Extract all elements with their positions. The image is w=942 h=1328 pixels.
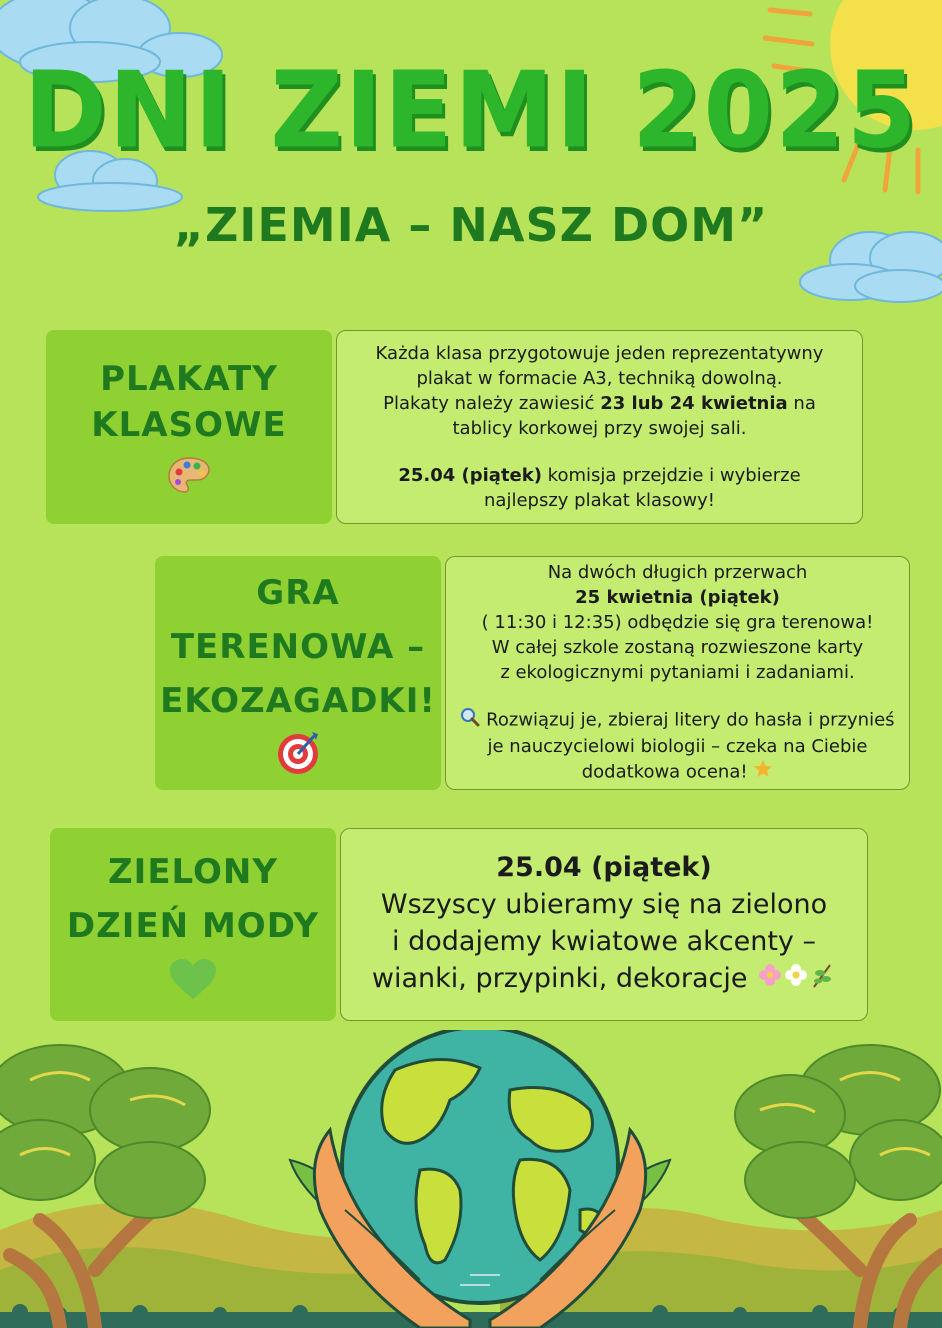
section-label-moda — [50, 828, 336, 1021]
section-label-line: GRA — [256, 573, 340, 613]
section-label-line: TERENOWA – — [170, 627, 426, 667]
info-line: ( 11:30 i 12:35) odbędzie się gra terenowa! — [481, 612, 874, 633]
section-label-line: PLAKATY — [100, 359, 278, 399]
info-line: je nauczycielowi biologii – czeka na Ciebie — [487, 736, 868, 757]
section-label-line: DZIEŃ MODY — [66, 905, 320, 946]
info-line: dodatkowa ocena! — [582, 759, 774, 786]
green-heart-icon — [168, 957, 218, 1005]
info-line: Wszyscy ubieramy się na zielono — [380, 889, 828, 921]
page-title: DNI ZIEMI 2025 — [23, 49, 919, 172]
info-line: 25 kwietnia (piątek) — [575, 587, 780, 608]
target-icon — [274, 728, 322, 780]
info-line: z ekologicznymi pytaniami i zadaniami. — [500, 662, 855, 683]
info-line: W całej szkole zostaną rozwieszone karty — [491, 637, 864, 658]
info-line: plakat w formacie A3, techniką dowolną. — [416, 368, 783, 389]
info-line: Rozwiązuj je, zbieraj litery do hasła i przynieś — [460, 707, 894, 734]
page-subtitle: „ZIEMIA – NASZ DOM” — [173, 198, 769, 252]
info-line: tablicy korkowej przy swojej sali. — [452, 418, 747, 439]
section-label-line: EKOZAGADKI! — [160, 681, 436, 721]
flower-icons — [756, 961, 836, 999]
info-line: najlepszy plakat klasowy! — [484, 490, 715, 511]
info-line: 25.04 (piątek) — [496, 852, 712, 884]
info-line: i dodajemy kwiatowe akcenty – — [392, 926, 816, 958]
section-info-gra — [445, 556, 910, 790]
section-label-line: ZIELONY — [108, 851, 278, 892]
earth-illustration — [0, 1030, 942, 1328]
magnifier-icon — [460, 707, 480, 734]
star-icon — [753, 759, 773, 786]
section-label-line: KLASOWE — [91, 405, 287, 445]
info-line: Na dwóch długich przerwach — [547, 562, 808, 583]
info-line: 25.04 (piątek) komisja przejdzie i wybierze — [398, 465, 801, 486]
section-info-moda — [340, 828, 868, 1021]
section-label-plakaty — [46, 330, 332, 524]
section-label-gra — [155, 556, 441, 790]
info-line: Plakaty należy zawiesić 23 lub 24 kwietnia na — [383, 393, 816, 414]
section-info-plakaty — [336, 330, 863, 524]
info-line: wianki, przypinki, dekoracje — [372, 960, 836, 999]
palette-icon — [167, 456, 211, 498]
info-line: Każda klasa przygotowuje jeden reprezentatywny — [375, 343, 824, 364]
